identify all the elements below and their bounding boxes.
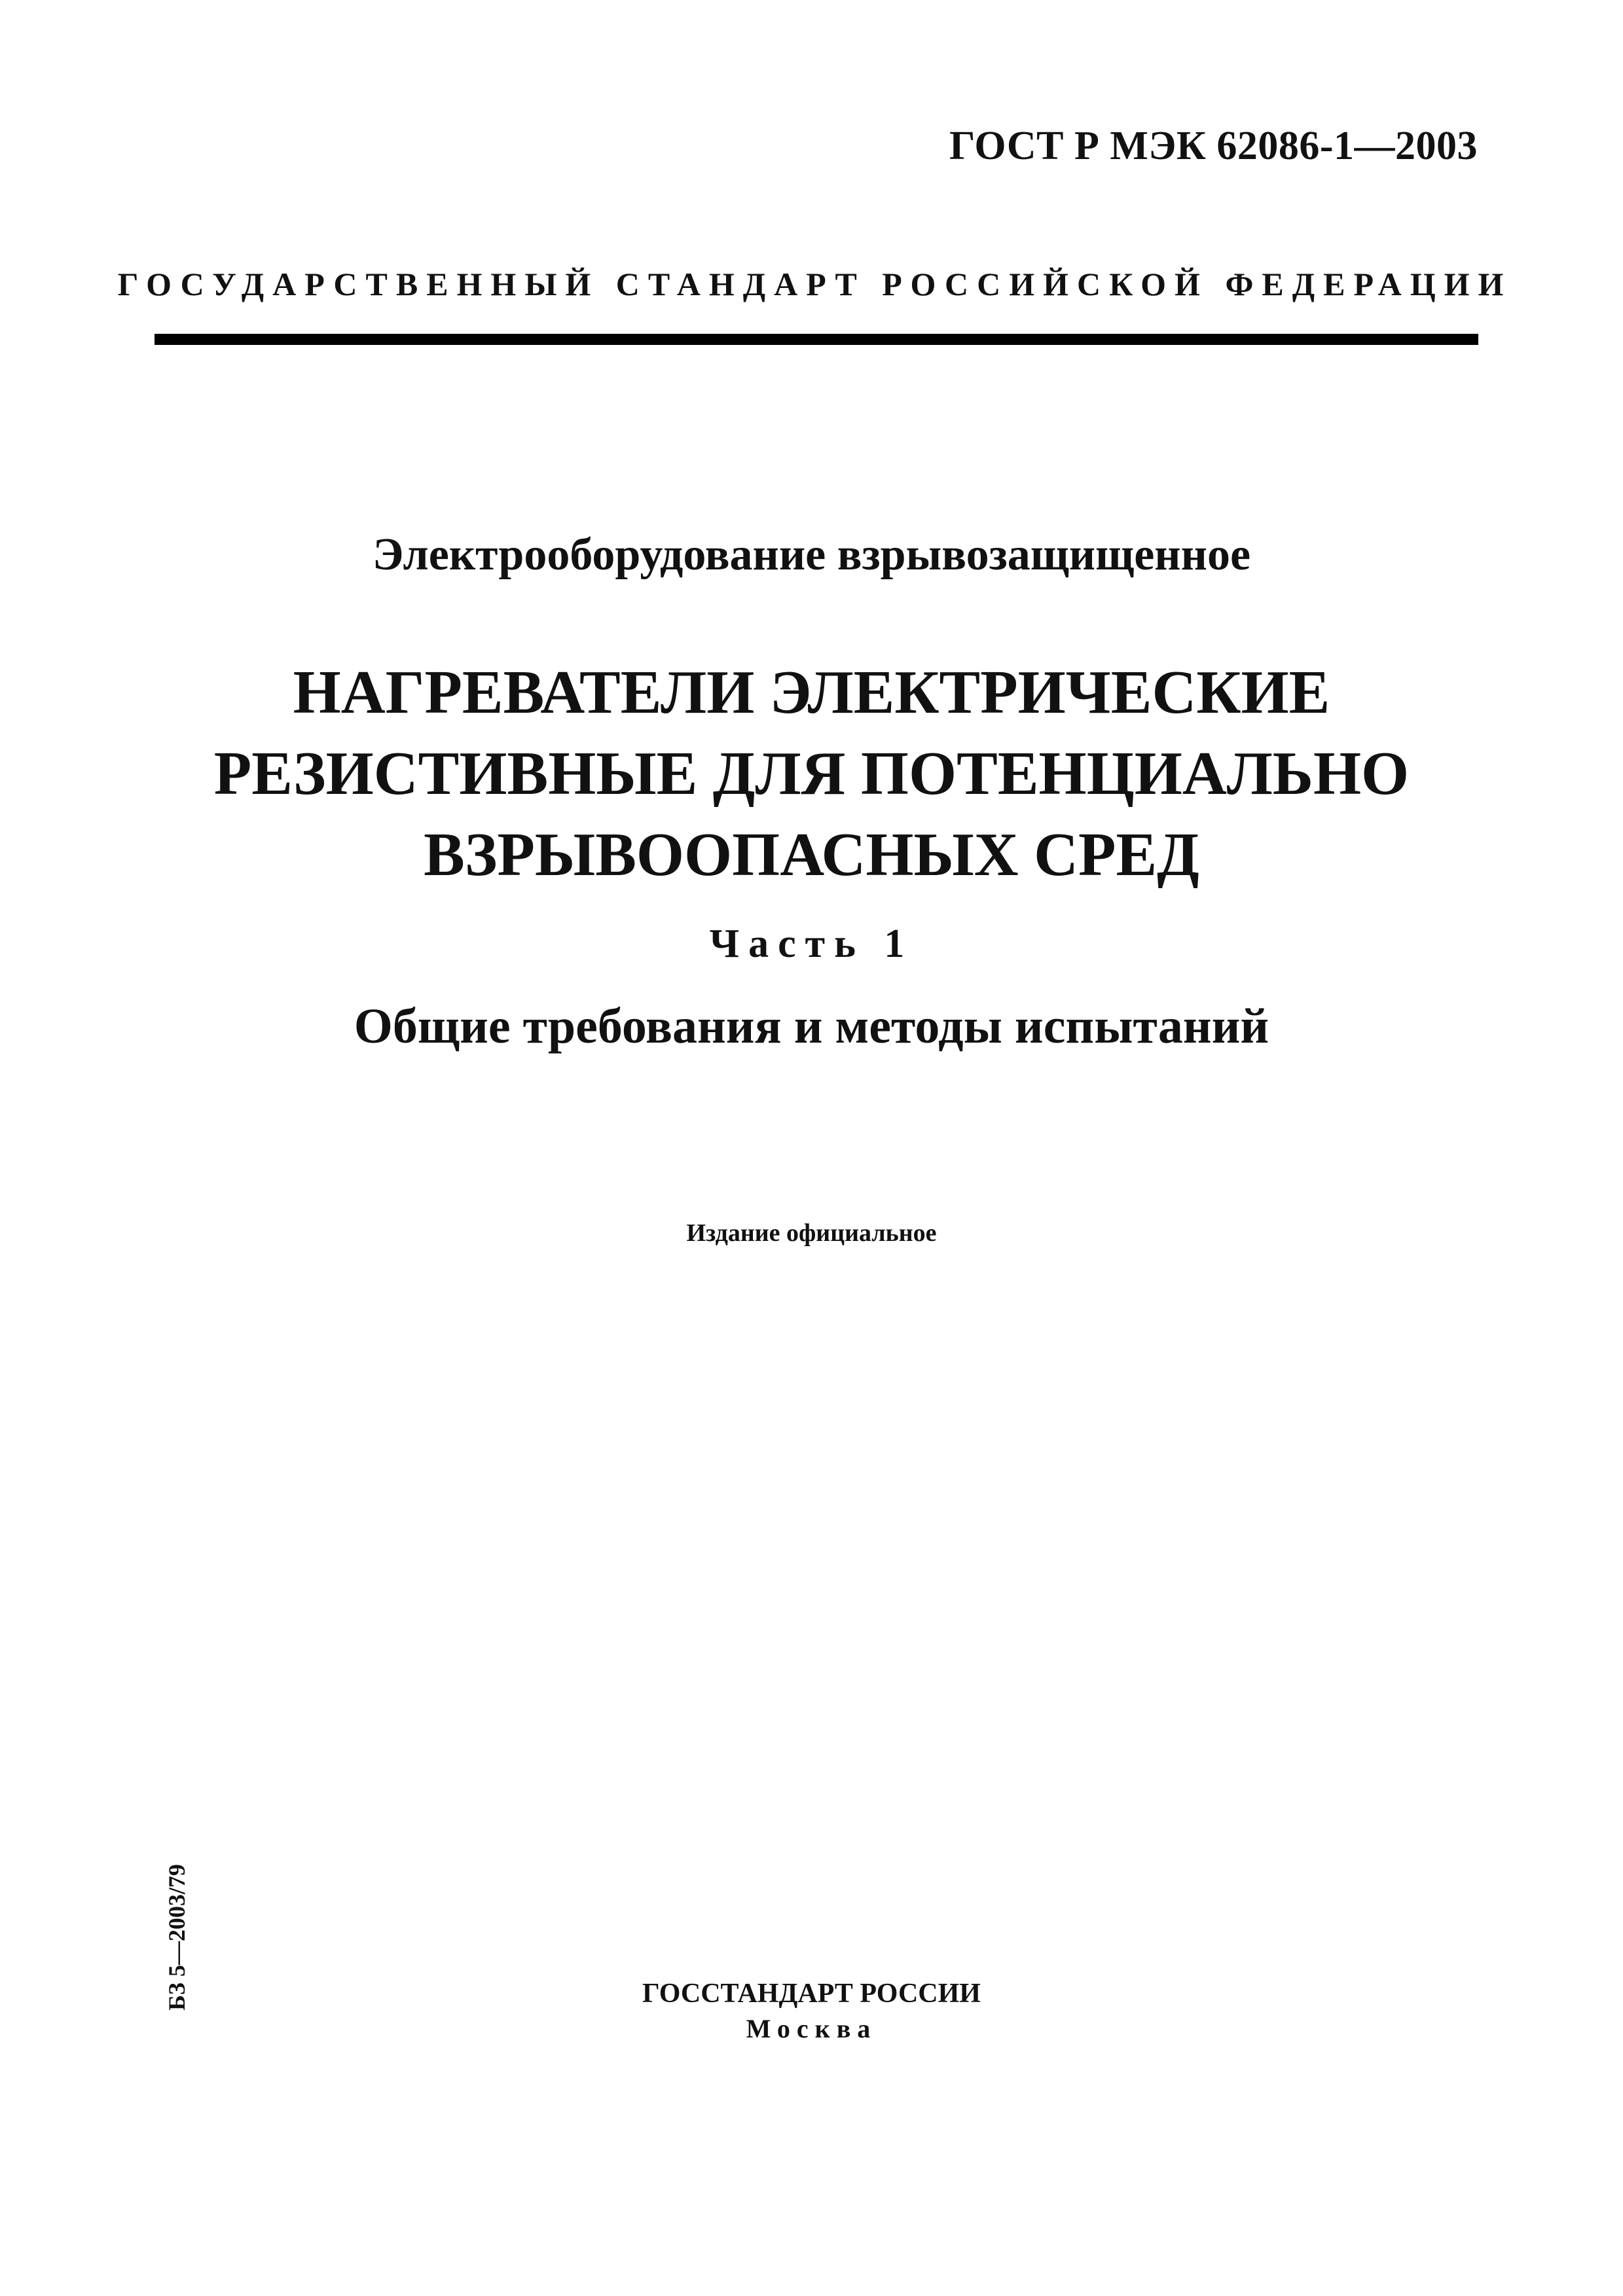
header-rule — [155, 334, 1478, 345]
main-title-line: ВЗРЫВООПАСНЫХ СРЕД — [424, 821, 1199, 889]
main-title — [0, 652, 1623, 895]
category-title: Электрооборудование взрывозащищенное — [372, 529, 1251, 580]
side-catalog-code: БЗ 5—2003/79 — [164, 1864, 190, 2011]
publisher-city: Москва — [746, 2014, 877, 2043]
publisher-name: ГОССТАНДАРТ РОССИИ — [642, 1979, 981, 2009]
document-code: ГОСТ Р МЭК 62086-1—2003 — [949, 124, 1478, 168]
main-title-line: РЕЗИСТИВНЫЕ ДЛЯ ПОТЕНЦИАЛЬНО — [213, 740, 1410, 808]
main-title-line: НАГРЕВАТЕЛИ ЭЛЕКТРИЧЕСКИЕ — [293, 658, 1330, 726]
state-standard-heading: ГОСУДАРСТВЕННЫЙ СТАНДАРТ РОССИЙСКОЙ ФЕДЕРАЦИИ — [117, 266, 1512, 302]
part-label: Часть 1 — [709, 922, 914, 966]
subtitle: Общие требования и методы испытаний — [354, 999, 1269, 1054]
edition-label: Издание официальное — [686, 1219, 937, 1247]
